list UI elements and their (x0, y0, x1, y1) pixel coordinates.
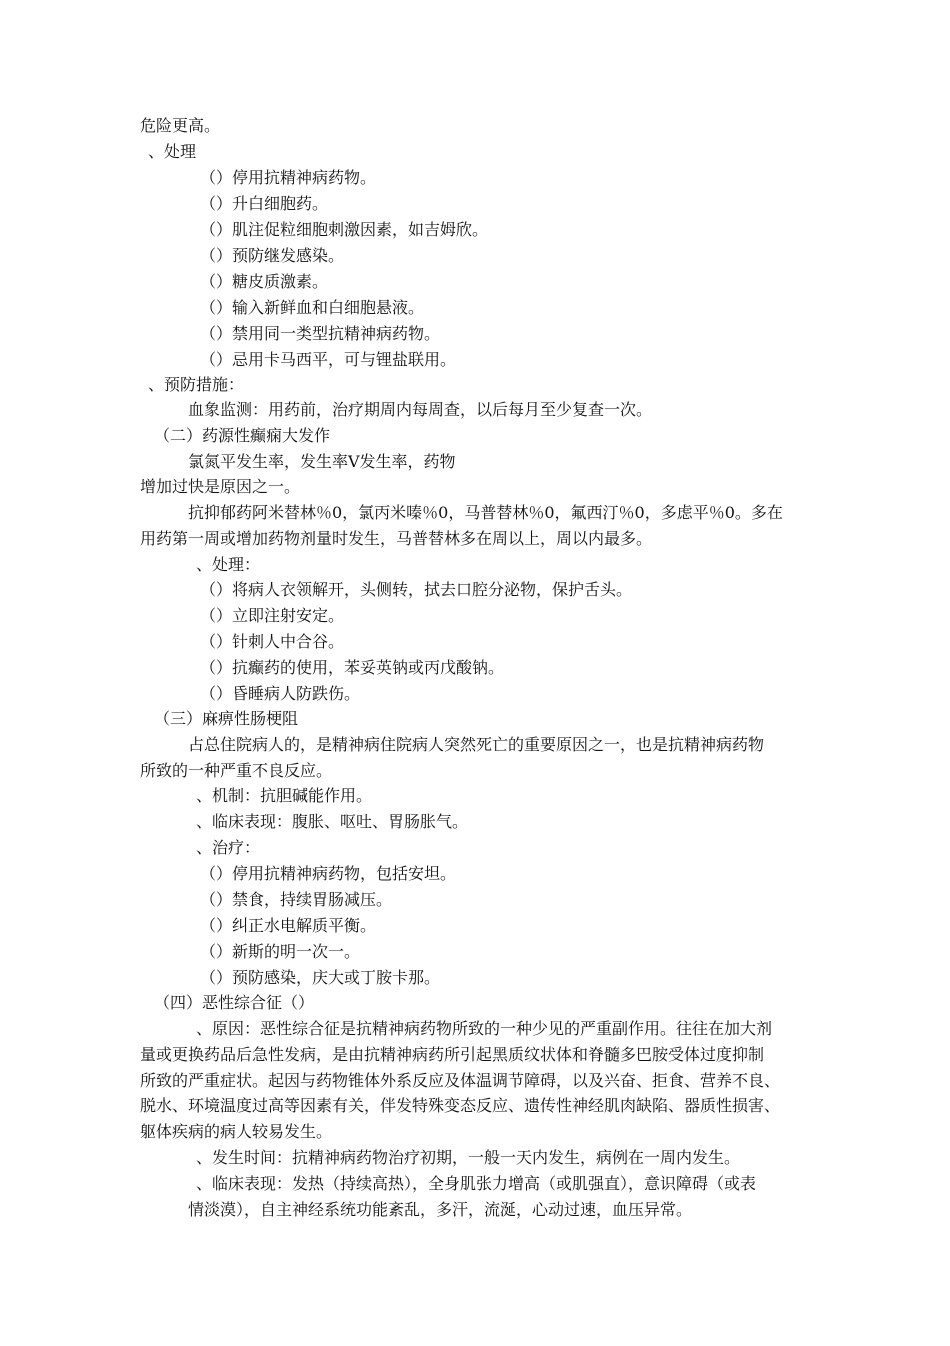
text-line: 危险更高。 (140, 116, 221, 135)
text-line: 氯氮平发生率，发生率V发生率，药物 (188, 452, 456, 471)
text-line: 、原因：恶性综合征是抗精神病药物所致的一种少见的严重副作用。往往在加大剂 (196, 1019, 773, 1038)
list-item: （）禁用同一类型抗精神病药物。 (200, 324, 441, 343)
text-line: 、临床表现：发热（持续高热），全身肌张力增高（或肌强直），意识障碍（或表 (196, 1174, 757, 1193)
list-item: （）预防继发感染。 (200, 246, 345, 265)
list-item: （）停用抗精神病药物。 (200, 168, 377, 187)
text-line: 抗抑郁药阿米替林％0，氯丙米嗪％0，马普替林％0，氟西汀％0，多虑平％0。多在 (188, 503, 783, 522)
list-item: （）针刺人中合谷。 (200, 632, 345, 651)
section-title: （四）恶性综合征（） (154, 993, 315, 1012)
section-heading: 、预防措施： (148, 375, 245, 394)
section-title: （二）药源性癫痫大发作 (154, 426, 331, 445)
text-line: 占总住院病人的，是精神病住院病人突然死亡的重要原因之一，也是抗精神病药物 (188, 735, 765, 754)
list-item: （）预防感染，庆大或丁胺卡那。 (200, 968, 441, 987)
list-item: （）升白细胞药。 (200, 194, 329, 213)
text-line: 、发生时间：抗精神病药物治疗初期，一般一天内发生，病例在一周内发生。 (196, 1148, 741, 1167)
section-heading: 、处理： (196, 555, 261, 574)
section-heading: 、治疗： (196, 838, 261, 857)
list-item: （）停用抗精神病药物，包括安坦。 (200, 864, 457, 883)
section-title: （三）麻痹性肠梗阻 (154, 709, 299, 728)
text-line: 所致的严重症状。起因与药物锥体外系反应及体温调节障碍，以及兴奋、拒食、营养不良、 (140, 1071, 781, 1090)
section-heading: 、临床表现：腹胀、呕吐、胃肠胀气。 (196, 812, 469, 831)
text-line: 情淡漠），自主神经系统功能紊乱，多汗，流涎，心动过速，血压异常。 (188, 1200, 693, 1219)
text-line: 用药第一周或增加药物剂量时发生，马普替林多在周以上，周以内最多。 (140, 529, 653, 548)
list-item: （）输入新鲜血和白细胞悬液。 (200, 298, 425, 317)
list-item: （）忌用卡马西平，可与锂盐联用。 (200, 350, 457, 369)
section-heading: 、机制：抗胆碱能作用。 (196, 786, 373, 805)
text-line: 增加过快是原因之一。 (140, 477, 301, 496)
text-line: 量或更换药品后急性发病，是由抗精神病药所引起黑质纹状体和脊髓多巴胺受体过度抑制 (140, 1045, 765, 1064)
list-item: （）将病人衣领解开，头侧转，拭去口腔分泌物，保护舌头。 (200, 580, 633, 599)
text-line: 躯体疾病的病人较易发生。 (140, 1122, 333, 1141)
list-item: （）立即注射安定。 (200, 606, 345, 625)
text-line: 脱水、环境温度过高等因素有关，伴发特殊变态反应、遗传性神经肌肉缺陷、器质性损害、 (140, 1096, 781, 1115)
list-item: （）肌注促粒细胞刺激因素，如吉姆欣。 (200, 220, 489, 239)
list-item: （）昏睡病人防跌伤。 (200, 684, 361, 703)
list-item: （）新斯的明一次一。 (200, 942, 361, 961)
list-item: （）纠正水电解质平衡。 (200, 916, 377, 935)
text-line: 血象监测：用药前，治疗期周内每周查，以后每月至少复查一次。 (188, 400, 653, 419)
text-line: 所致的一种严重不良反应。 (140, 761, 333, 780)
list-item: （）抗癫药的使用，苯妥英钠或丙戊酸钠。 (200, 658, 505, 677)
list-item: （）糖皮质激素。 (200, 272, 329, 291)
section-heading: 、处理 (148, 142, 197, 161)
list-item: （）禁食，持续胃肠减压。 (200, 890, 393, 909)
